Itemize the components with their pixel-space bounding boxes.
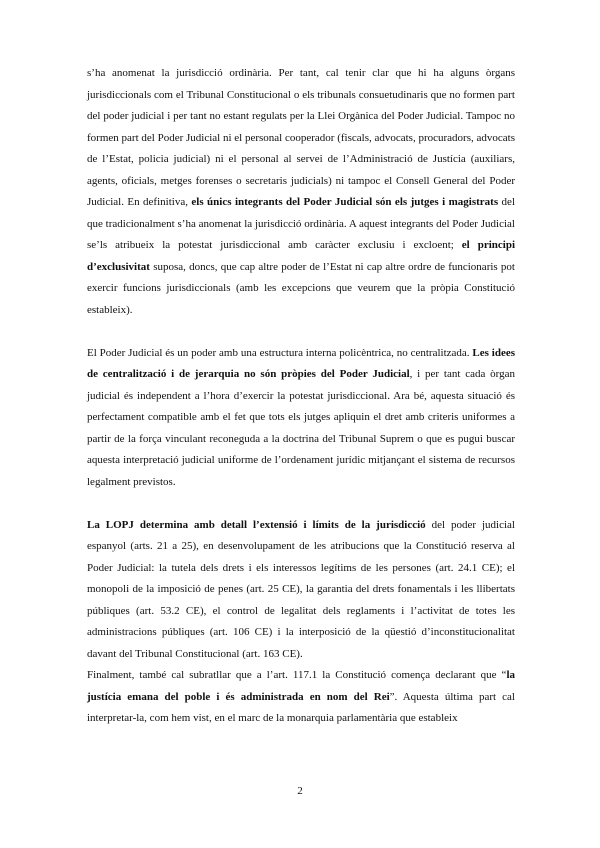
bold-text-run: la justícia emana del poble i és administrada en nom del Rei [87,669,515,703]
text-run: , i per tant cada òrgan judicial és independent a l’hora d’exercir la potestat jurisdiccional. Ara bé, aquesta situació és perfectament compatible amb el fet que tots els jutges apliquin el dret amb criteris uniformes a partir de la força vinculant reconeguda a la doctrina del Tribunal Suprem o que es pugui buscar aquesta interpretació judicial uniforme de l’ordenament jurídic mitjançant el sistema de recursos legalment previstos. [87,368,515,488]
paragraph-jurisdiction-organs [87,63,515,321]
text-run: del que tradicionalment s’ha anomenat la jurisdicció ordinària. A aquest integrants del Poder Judicial se’ls atribueix la potestat jurisdiccional amb caràcter exclusiu i excloent; [87,196,515,251]
text-run: Finalment, també cal subratllar que a l’art. 117.1 la Constitució comença declarant que “ [87,669,507,681]
text-run: s’ha anomenat la jurisdicció ordinària. Per tant, cal tenir clar que hi ha alguns òrgans jurisdiccionals com el Tribunal Constitucional o els tribunals consuetudinaris que no formen part del poder judicial i per tant no estant regulats per la Llei Orgànica del Poder Judicial. Tampoc no formen part del Poder Judicial ni el personal cooperador (fiscals, advocats, procuradors, advocats de l’Estat, policia judicial) ni el personal al servei de l’Administració de Justícia (auxiliars, agents, oficials, metges forenses o secretaris judicials) ni tampoc el Consell General del Poder Judicial. En definitiva, [87,67,515,208]
text-run: ”. Aquesta última part cal interpretar-la, com hem vist, en el marc de la monarquia parlamentària que estableix [87,690,515,724]
paragraph-policentric-structure [87,343,515,494]
paragraph-article-117 [87,665,515,730]
text-run: El Poder Judicial és un poder amb una estructura interna policèntrica, no centralitzada. [87,346,473,359]
bold-text-run: Les idees de centralització i de jerarquia no són pròpies del Poder Judicial [87,346,515,380]
text-run: del poder judicial espanyol (arts. 21 a 25), en desenvolupament de les atribucions que la Constitució reserva al Poder Judicial: la tutela dels drets i els interessos legítims de les persones (art. 24.1 CE); el monopoli de la imposició de penes (art. 25 CE), la garantia del drets fonamentals i les llibertats públiques (art. 53.2 CE), el control de legalitat dels reglaments i l’activitat de totes les administracions públiques (art. 106 CE) i la interposició de la qüestió d’inconstitucionalitat davant del Tribunal Constitucional (art. 163 CE). [87,518,515,660]
text-run: suposa, doncs, que cap altre poder de l’Estat ni cap altre ordre de funcionaris pot exercir funcions jurisdiccionals (amb les excepcions que veurem que la pròpia Constitució estableix). [87,260,515,316]
page-number: 2 [297,785,303,797]
bold-text-run: el principi d’exclusivitat [87,239,515,273]
bold-text-run: La LOPJ determina amb detall l’extensió i límits de la jurisdicció [87,518,426,531]
paragraph-lopj-extension [87,515,515,666]
bold-text-run: els únics integrants del Poder Judicial són els jutges i magistrats [191,196,499,208]
body-text [87,63,515,730]
